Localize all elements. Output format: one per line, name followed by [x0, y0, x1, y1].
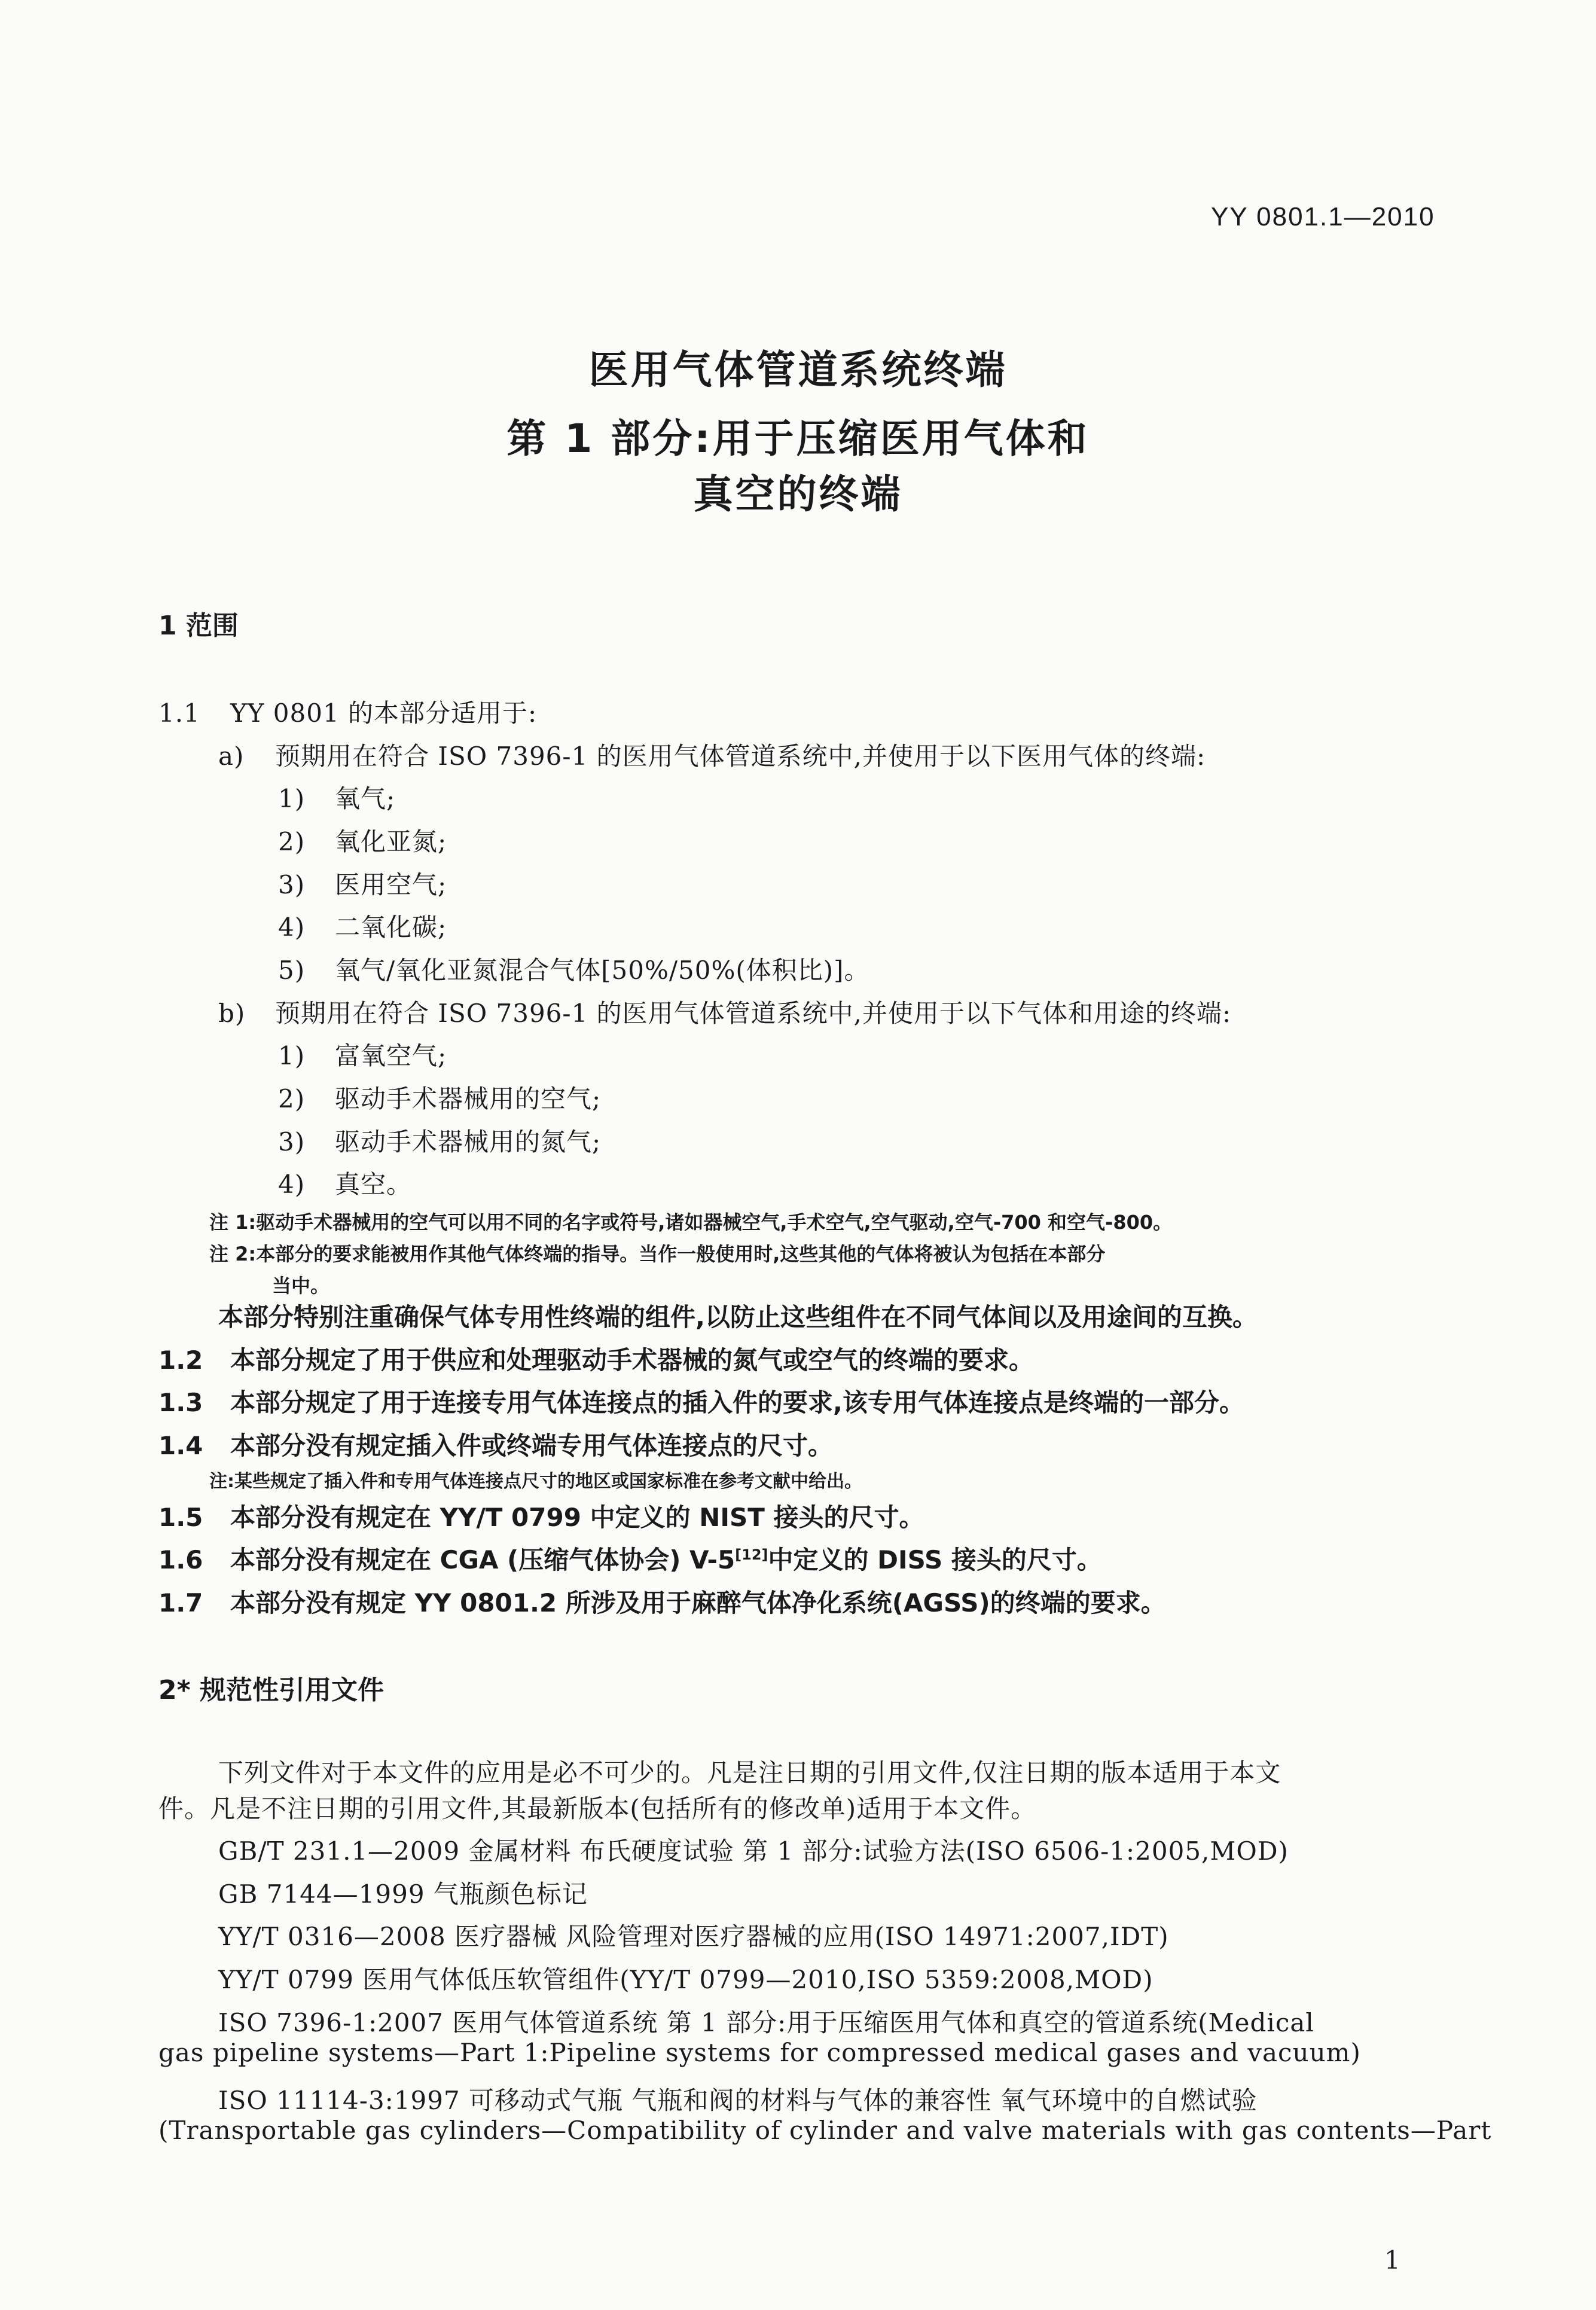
- clause-text: 本部分没有规定在 YY/T 0799 中定义的 NIST 接头的尺寸。: [230, 1503, 924, 1532]
- clause-text: 本部分没有规定插入件或终端专用气体连接点的尺寸。: [230, 1431, 834, 1460]
- clause-1-2: [158, 1341, 1034, 1377]
- list-item-a-3: [278, 865, 447, 901]
- list-label: 2): [278, 1084, 306, 1113]
- list-text: 氧化亚氮;: [335, 827, 447, 856]
- citation-reference: [12]: [735, 1546, 768, 1563]
- list-item-b-1: [278, 1036, 447, 1072]
- reference-iso-11114-3-line-1: ISO 11114-3:1997 可移动式气瓶 气瓶和阀的材料与气体的兼容性 氧气环境中的自燃试验: [218, 2086, 1258, 2115]
- note-2-line-1: 注 2:本部分的要求能被用作其他气体终端的指导。当作一般使用时,这些其他的气体将被认为包括在本部分: [209, 1243, 1106, 1265]
- list-item-b-2: [278, 1079, 601, 1115]
- clause-text: 本部分规定了用于连接专用气体连接点的插入件的要求,该专用气体连接点是终端的一部分。: [230, 1388, 1244, 1417]
- list-item-a-2: [278, 822, 447, 858]
- title-line-1: 医用气体管道系统终端: [588, 347, 1008, 393]
- scope-paragraph: 本部分特别注重确保气体专用性终端的组件,以防止这些组件在不同气体间以及用途间的互换。: [218, 1302, 1258, 1332]
- note-2-line-2: 当中。: [272, 1274, 330, 1297]
- section-2-heading: 2* 规范性引用文件: [158, 1675, 384, 1705]
- list-label: b): [218, 999, 246, 1028]
- list-item-b: [218, 994, 1231, 1030]
- list-label: 3): [278, 870, 306, 899]
- clause-text: YY 0801 的本部分适用于:: [230, 698, 538, 728]
- clause-1-1: [158, 694, 537, 730]
- clause-1-7: [158, 1583, 1166, 1619]
- page-number: 1: [1384, 2245, 1400, 2275]
- section-2-intro-line-1: 下列文件对于本文件的应用是必不可少的。凡是注日期的引用文件,仅注日期的版本适用于本文: [218, 1758, 1281, 1787]
- clause-1-4: [158, 1426, 833, 1462]
- section-2-intro-line-2: 件。凡是不注日期的引用文件,其最新版本(包括所有的修改单)适用于本文件。: [158, 1794, 1037, 1823]
- clause-label: 1.4: [158, 1431, 203, 1460]
- list-label: 3): [278, 1127, 306, 1156]
- clause-1-3: [158, 1383, 1244, 1419]
- list-text: 驱动手术器械用的氮气;: [335, 1127, 602, 1156]
- clause-label: 1.7: [158, 1588, 203, 1618]
- list-text: 真空。: [335, 1170, 413, 1199]
- list-label: 1): [278, 1041, 306, 1070]
- list-text: 氧气;: [335, 784, 396, 813]
- clause-1-5: [158, 1498, 924, 1534]
- reference-iso-11114-3-line-2: (Transportable gas cylinders—Compatibility of cylinder and valve materials with gas contents—Part: [158, 2116, 1492, 2145]
- reference-gbt-231-1: GB/T 231.1—2009 金属材料 布氏硬度试验 第 1 部分:试验方法(ISO 6506-1:2005,MOD): [218, 1836, 1289, 1866]
- list-label: 5): [278, 956, 306, 985]
- list-text: 二氧化碳;: [335, 913, 447, 942]
- clause-label: 1.5: [158, 1503, 203, 1532]
- note-1: 注 1:驱动手术器械用的空气可以用不同的名字或符号,诸如器械空气,手术空气,空气驱动,空气-700 和空气-800。: [209, 1211, 1173, 1234]
- list-item-b-3: [278, 1122, 601, 1158]
- clause-text: 本部分规定了用于供应和处理驱动手术器械的氮气或空气的终端的要求。: [230, 1345, 1034, 1375]
- list-item-b-4: [278, 1165, 412, 1201]
- reference-gb-7144: GB 7144—1999 气瓶颜色标记: [218, 1879, 588, 1909]
- list-text: 富氧空气;: [335, 1041, 447, 1070]
- clause-text: 本部分没有规定在 CGA (压缩气体协会) V-5: [230, 1545, 736, 1574]
- list-label: 4): [278, 1170, 306, 1199]
- reference-yyt-0799: YY/T 0799 医用气体低压软管组件(YY/T 0799—2010,ISO 5359:2008,MOD): [218, 1965, 1153, 1994]
- list-label: a): [218, 741, 245, 771]
- list-label: 1): [278, 784, 306, 813]
- list-text: 预期用在符合 ISO 7396-1 的医用气体管道系统中,并使用于以下医用气体的终端:: [275, 741, 1206, 771]
- reference-yyt-0316: YY/T 0316—2008 医疗器械 风险管理对医疗器械的应用(ISO 14971:2007,IDT): [218, 1922, 1169, 1951]
- list-item-a-5: [278, 951, 870, 987]
- note-3: 注:某些规定了插入件和专用气体连接点尺寸的地区或国家标准在参考文献中给出。: [209, 1471, 862, 1492]
- list-item-a-1: [278, 779, 395, 815]
- list-text: 驱动手术器械用的空气;: [335, 1084, 602, 1113]
- clause-label: 1.2: [158, 1345, 203, 1375]
- title-line-2: 第 1 部分:用于压缩医用气体和: [506, 416, 1090, 462]
- reference-iso-7396-1-line-2: gas pipeline systems—Part 1:Pipeline systems for compressed medical gases and vacuum): [158, 2038, 1361, 2067]
- title-line-3: 真空的终端: [693, 471, 903, 517]
- list-text: 预期用在符合 ISO 7396-1 的医用气体管道系统中,并使用于以下气体和用途的终端:: [275, 999, 1232, 1028]
- list-label: 2): [278, 827, 306, 856]
- list-label: 4): [278, 913, 306, 942]
- clause-label: 1.1: [158, 698, 200, 728]
- list-item-a: [218, 737, 1206, 773]
- section-1-heading: 1 范围: [158, 611, 239, 641]
- clause-label: 1.6: [158, 1545, 203, 1574]
- standard-code: YY 0801.1—2010: [1211, 202, 1435, 231]
- list-text: 氧气/氧化亚氮混合气体[50%/50%(体积比)]。: [335, 956, 870, 985]
- reference-iso-7396-1-line-1: ISO 7396-1:2007 医用气体管道系统 第 1 部分:用于压缩医用气体和真空的管道系统(Medical: [218, 2008, 1314, 2037]
- clause-1-6: [158, 1540, 1102, 1576]
- clause-text-continued: 中定义的 DISS 接头的尺寸。: [768, 1545, 1102, 1574]
- clause-label: 1.3: [158, 1388, 203, 1417]
- list-text: 医用空气;: [335, 870, 447, 899]
- clause-text: 本部分没有规定 YY 0801.2 所涉及用于麻醉气体净化系统(AGSS)的终端的要求。: [230, 1588, 1166, 1618]
- list-item-a-4: [278, 908, 447, 944]
